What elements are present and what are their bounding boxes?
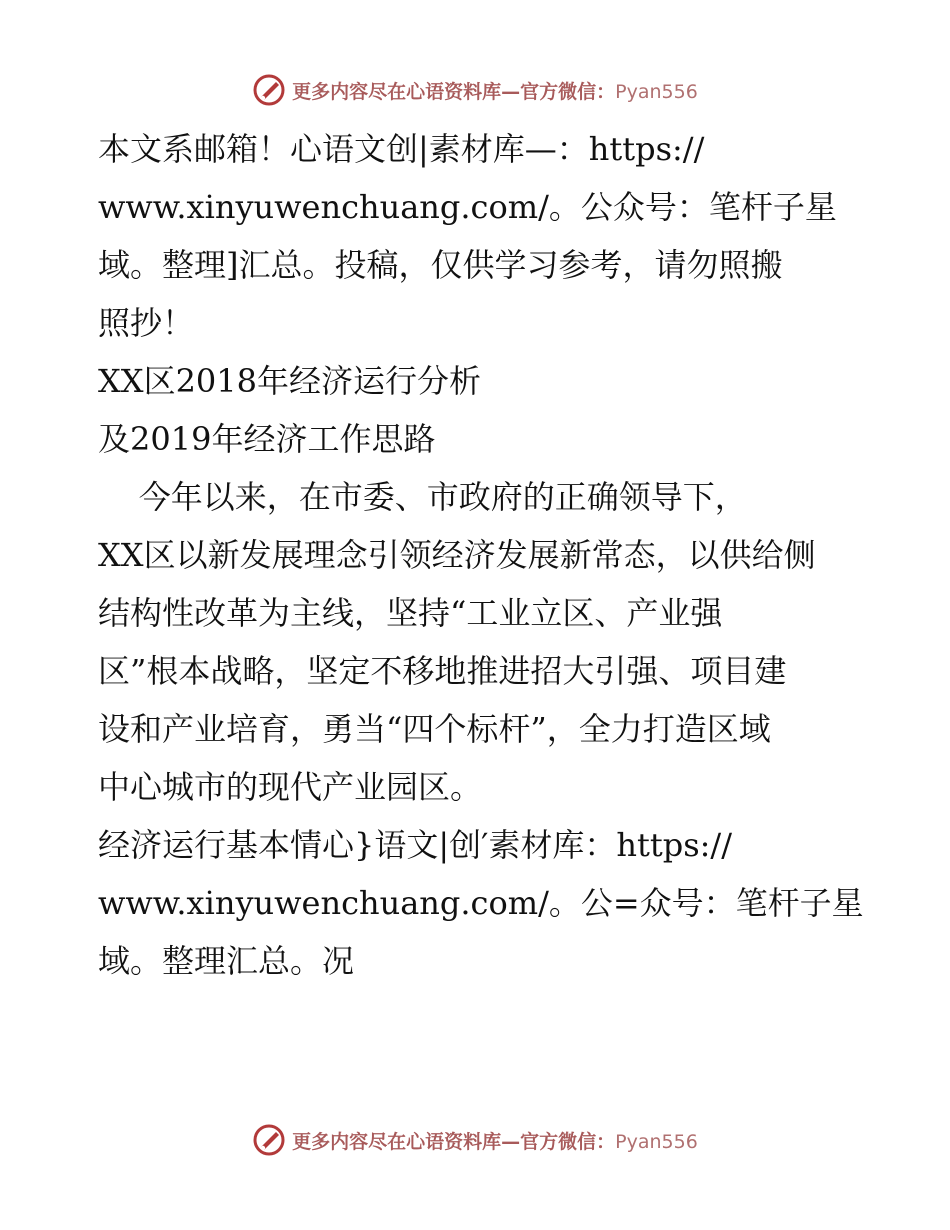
- text-line: 中心城市的现代产业园区。: [98, 768, 483, 806]
- text-line: www.xinyuwenchuang.com/。公众号：笔杆子星: [98, 188, 837, 226]
- pen-logo-icon: [252, 1123, 286, 1157]
- text-line: 域。整理汇总。况: [98, 942, 355, 980]
- text-line: 经济运行基本情心}语文|创′素材库：https://: [98, 826, 732, 864]
- text-line: 今年以来，在市委、市政府的正确领导下，: [98, 478, 747, 516]
- text-line: 区”根本战略，坚定不移地推进招大引强、项目建: [98, 652, 787, 690]
- section-title-line: XX区2018年经济运行分析: [98, 362, 482, 400]
- footer-watermark-banner: [0, 1120, 950, 1160]
- text-line: 照抄！: [98, 304, 195, 342]
- header-watermark-banner: [0, 70, 950, 110]
- text-line: www.xinyuwenchuang.com/。公=众号：笔杆子星: [98, 884, 864, 922]
- banner-text: 更多内容尽在心语资料库—官方微信：Pyan556: [292, 80, 698, 103]
- pen-logo-icon: [252, 73, 286, 107]
- wechat-id: Pyan556: [615, 80, 698, 103]
- text-line: XX区以新发展理念引领经济发展新常态，以供给侧: [98, 536, 816, 574]
- text-line: 本文系邮箱！心语文创|素材库—：https://: [98, 130, 705, 168]
- banner-text: 更多内容尽在心语资料库—官方微信：Pyan556: [292, 1130, 698, 1153]
- text-line: 设和产业培育，勇当“四个标杆”，全力打造区域: [98, 710, 771, 748]
- section-title-line: 及2019年经济工作思路: [98, 420, 436, 458]
- text-line: 域。整理]汇总。投稿，仅供学习参考，请勿照搬: [98, 246, 783, 284]
- document-body: [98, 120, 864, 990]
- text-line: 结构性改革为主线，坚持“工业立区、产业强: [98, 594, 723, 632]
- wechat-id: Pyan556: [615, 1130, 698, 1153]
